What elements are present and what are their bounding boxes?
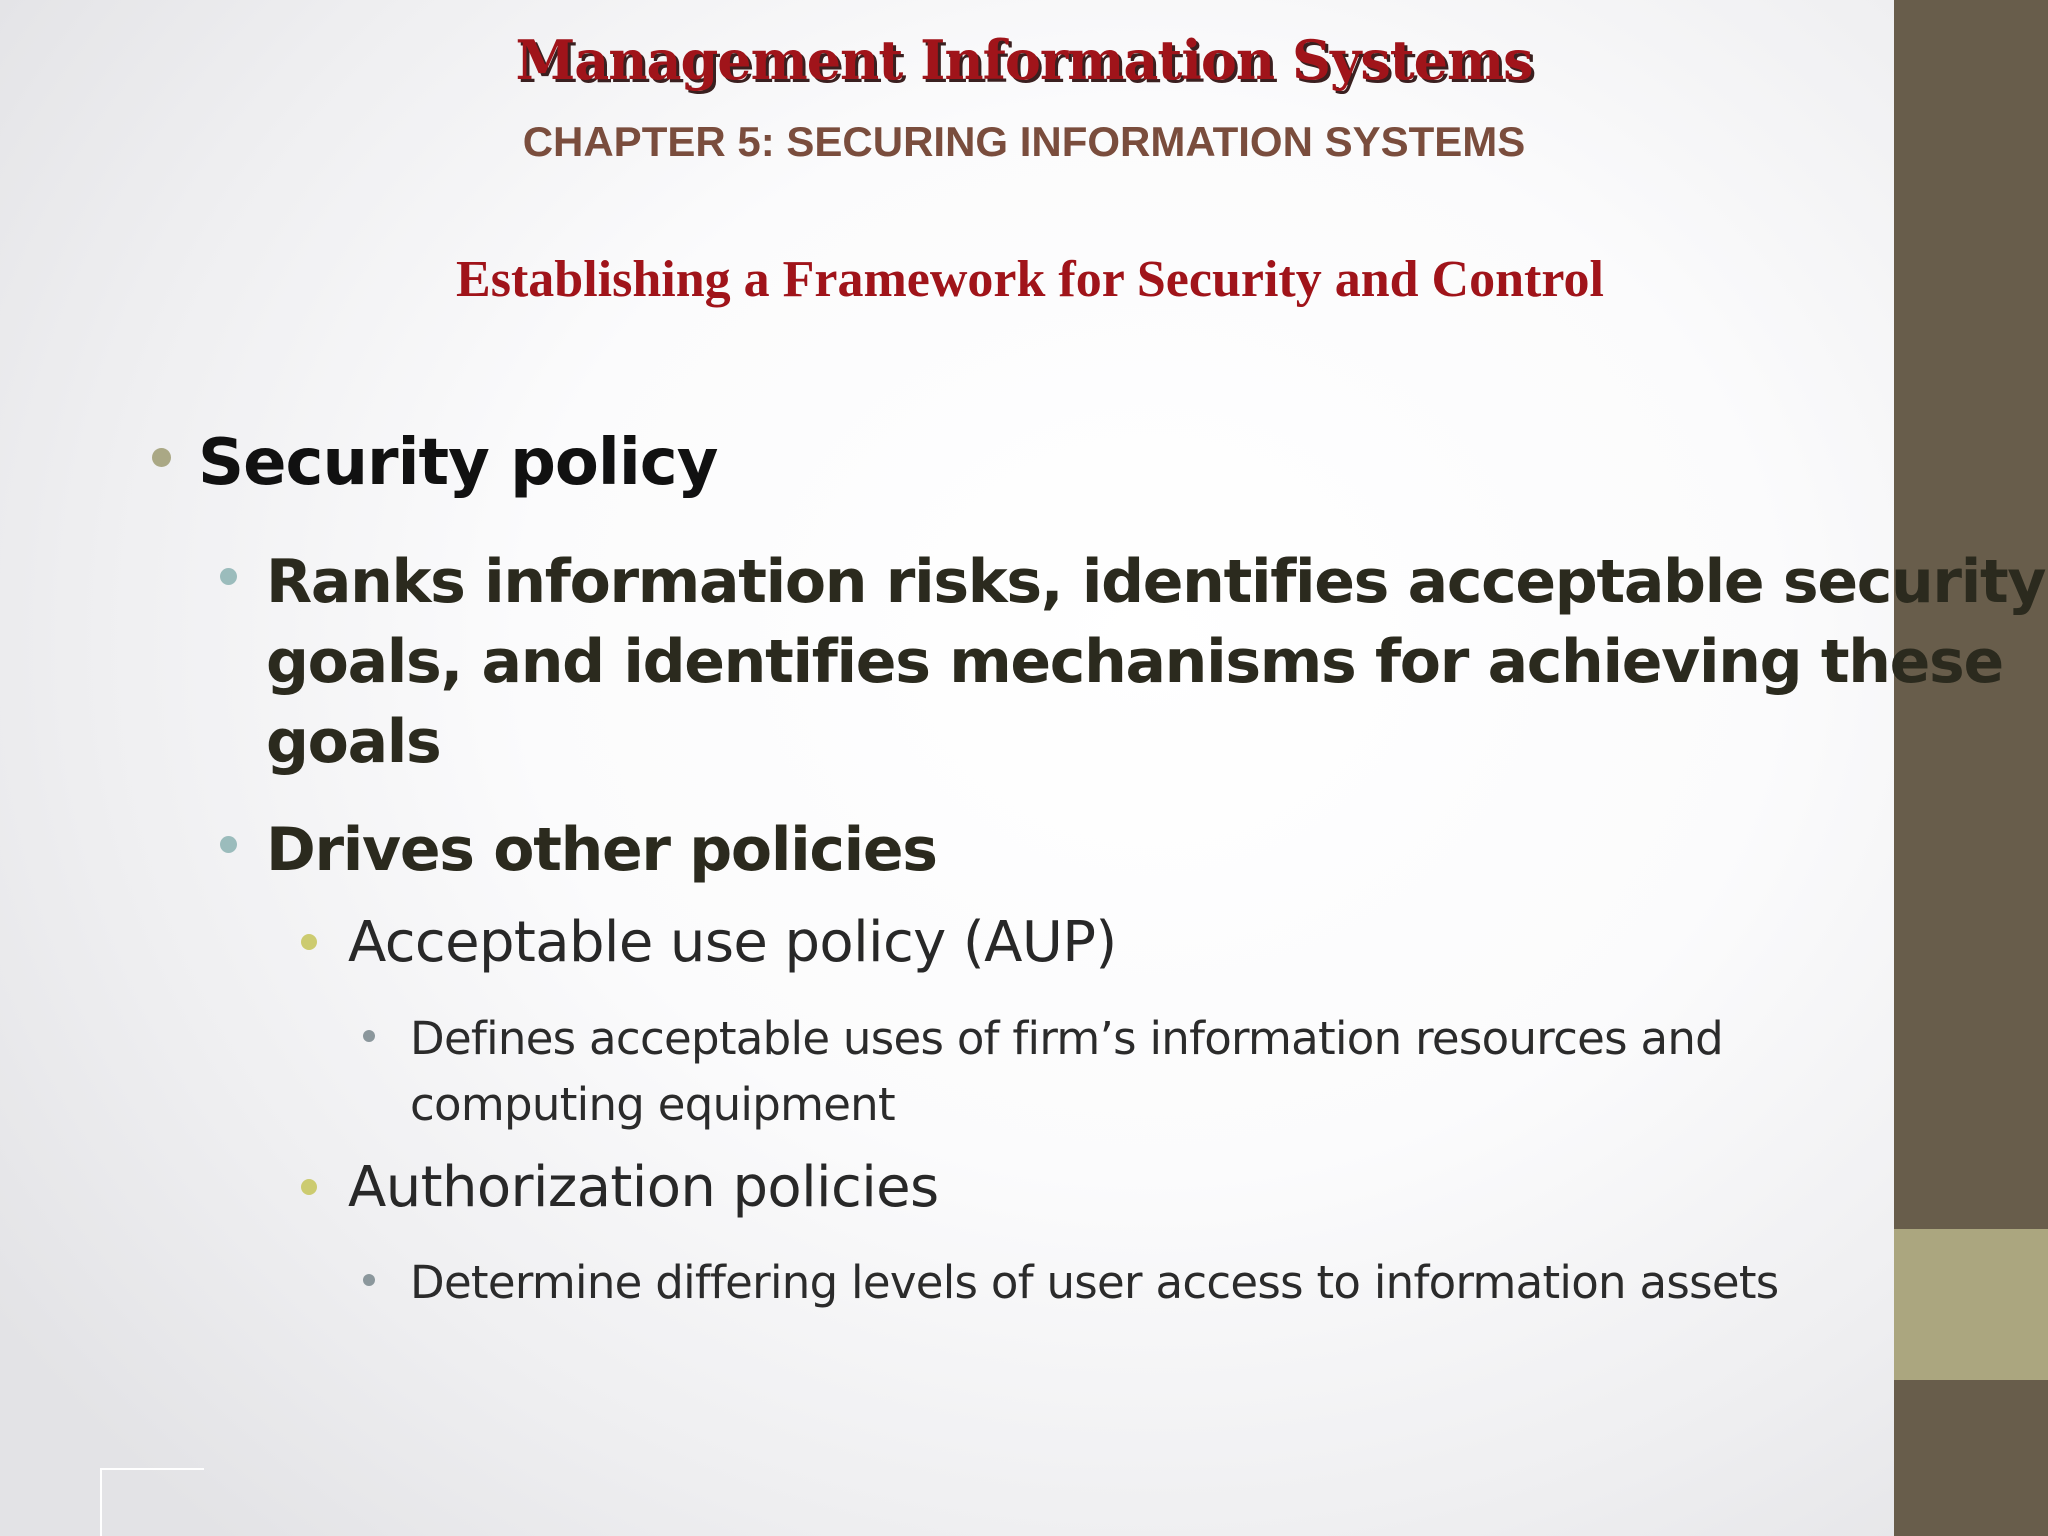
bullet-text-line: goals, and identifies mechanisms for achieving these — [266, 627, 2003, 697]
bullet-aup-definition — [410, 1006, 1723, 1138]
bullet-text: Security policy — [198, 426, 718, 500]
bullet-dot-icon — [220, 836, 237, 853]
bullet-authorization-definition — [410, 1250, 1779, 1316]
bullet-dot-icon — [152, 448, 171, 467]
bullet-drives-policies — [266, 810, 937, 890]
bullet-text-line: Ranks information risks, identifies acceptable security — [266, 547, 2046, 617]
bullet-text: Authorization policies — [348, 1155, 939, 1220]
sidebar-accent-block — [1894, 1229, 2048, 1380]
bullet-text-line: computing equipment — [410, 1078, 895, 1131]
bullet-dot-icon — [363, 1030, 375, 1042]
bullet-aup — [348, 910, 1117, 975]
bullet-text-line: Defines acceptable uses of firm’s information resources and — [410, 1012, 1724, 1065]
bullet-text: Drives other policies — [266, 815, 937, 885]
bullet-dot-icon — [301, 934, 317, 950]
bullet-dot-icon — [220, 568, 237, 585]
corner-frame-decoration — [100, 1468, 204, 1536]
bullet-text: Acceptable use policy (AUP) — [348, 910, 1117, 975]
bullet-dot-icon — [363, 1274, 375, 1286]
bullet-dot-icon — [301, 1179, 317, 1195]
slide-heading: Establishing a Framework for Security and Control — [456, 251, 1604, 308]
bullet-ranks-risks — [266, 542, 2045, 782]
slide-title: Management Information Systems — [515, 28, 1533, 92]
bullet-text-line: goals — [266, 707, 441, 777]
bullet-security-policy — [198, 426, 717, 500]
bullet-authorization — [348, 1155, 939, 1220]
slide-subtitle: CHAPTER 5: SECURING INFORMATION SYSTEMS — [522, 118, 1526, 165]
bullet-text: Determine differing levels of user access to information assets — [410, 1256, 1779, 1309]
